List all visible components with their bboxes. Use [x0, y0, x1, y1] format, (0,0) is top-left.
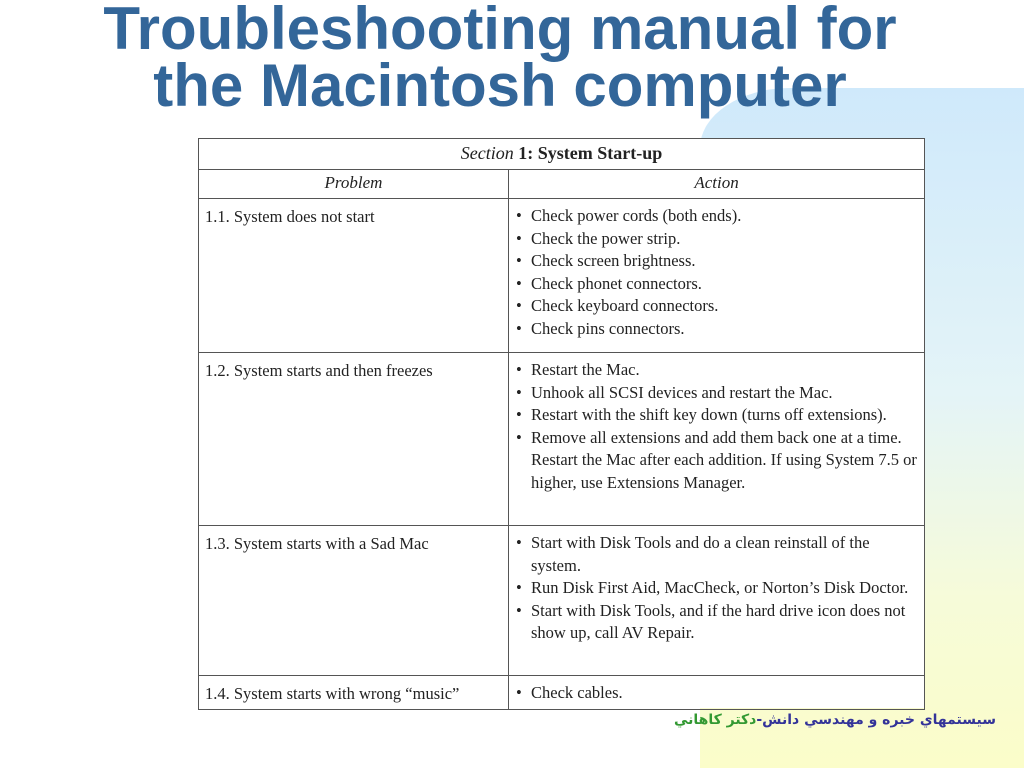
section-prefix: Section	[460, 143, 514, 163]
section-heading	[199, 139, 925, 170]
action-item: • Check cables.	[513, 682, 922, 705]
action-cell	[509, 526, 925, 676]
table-row	[199, 199, 925, 353]
column-header-action: Action	[509, 170, 925, 199]
action-item: • Run Disk First Aid, MacCheck, or Norton’s Disk Doctor.	[513, 577, 922, 600]
action-item: • Remove all extensions and add them back one at a time. Restart the Mac after each addition. If using System 7.5 or higher, use Extensions Manager.	[513, 427, 922, 495]
action-item: • Start with Disk Tools, and if the hard drive icon does not show up, call AV Repair.	[513, 600, 922, 645]
action-item: • Check the power strip.	[513, 228, 922, 251]
problem-cell: 1.1. System does not start	[199, 199, 509, 353]
table-row	[199, 676, 925, 710]
table-row	[199, 353, 925, 526]
slide-title	[0, 0, 1000, 119]
title-line-1: Troubleshooting manual for	[103, 0, 897, 62]
troubleshooting-table	[198, 138, 925, 710]
action-item: • Check power cords (both ends).	[513, 205, 922, 228]
action-list	[513, 682, 922, 705]
action-list	[513, 359, 922, 494]
action-item: • Check screen brightness.	[513, 250, 922, 273]
troubleshooting-table-image	[198, 138, 924, 708]
title-line-2: the Macintosh computer	[153, 52, 847, 119]
problem-cell: 1.4. System starts with wrong “music”	[199, 676, 509, 710]
action-list	[513, 205, 922, 340]
action-cell	[509, 199, 925, 353]
table-row	[199, 526, 925, 676]
footer-caption	[674, 712, 996, 728]
action-list	[513, 532, 922, 645]
action-cell	[509, 676, 925, 710]
action-cell	[509, 353, 925, 526]
column-header-problem: Problem	[199, 170, 509, 199]
action-item: • Restart the Mac.	[513, 359, 922, 382]
action-item: • Check pins connectors.	[513, 318, 922, 341]
action-item: • Unhook all SCSI devices and restart the Mac.	[513, 382, 922, 405]
action-item: • Start with Disk Tools and do a clean reinstall of the system.	[513, 532, 922, 577]
section-title: 1: System Start-up	[513, 143, 663, 163]
action-item: • Restart with the shift key down (turns off extensions).	[513, 404, 922, 427]
problem-cell: 1.3. System starts with a Sad Mac	[199, 526, 509, 676]
problem-cell: 1.2. System starts and then freezes	[199, 353, 509, 526]
footer-author: دكتر كاهاني	[673, 712, 757, 728]
action-item: • Check keyboard connectors.	[513, 295, 922, 318]
action-item: • Check phonet connectors.	[513, 273, 922, 296]
footer-course-name: سيستمهاي خبره و مهندسي دانش-	[756, 712, 996, 728]
